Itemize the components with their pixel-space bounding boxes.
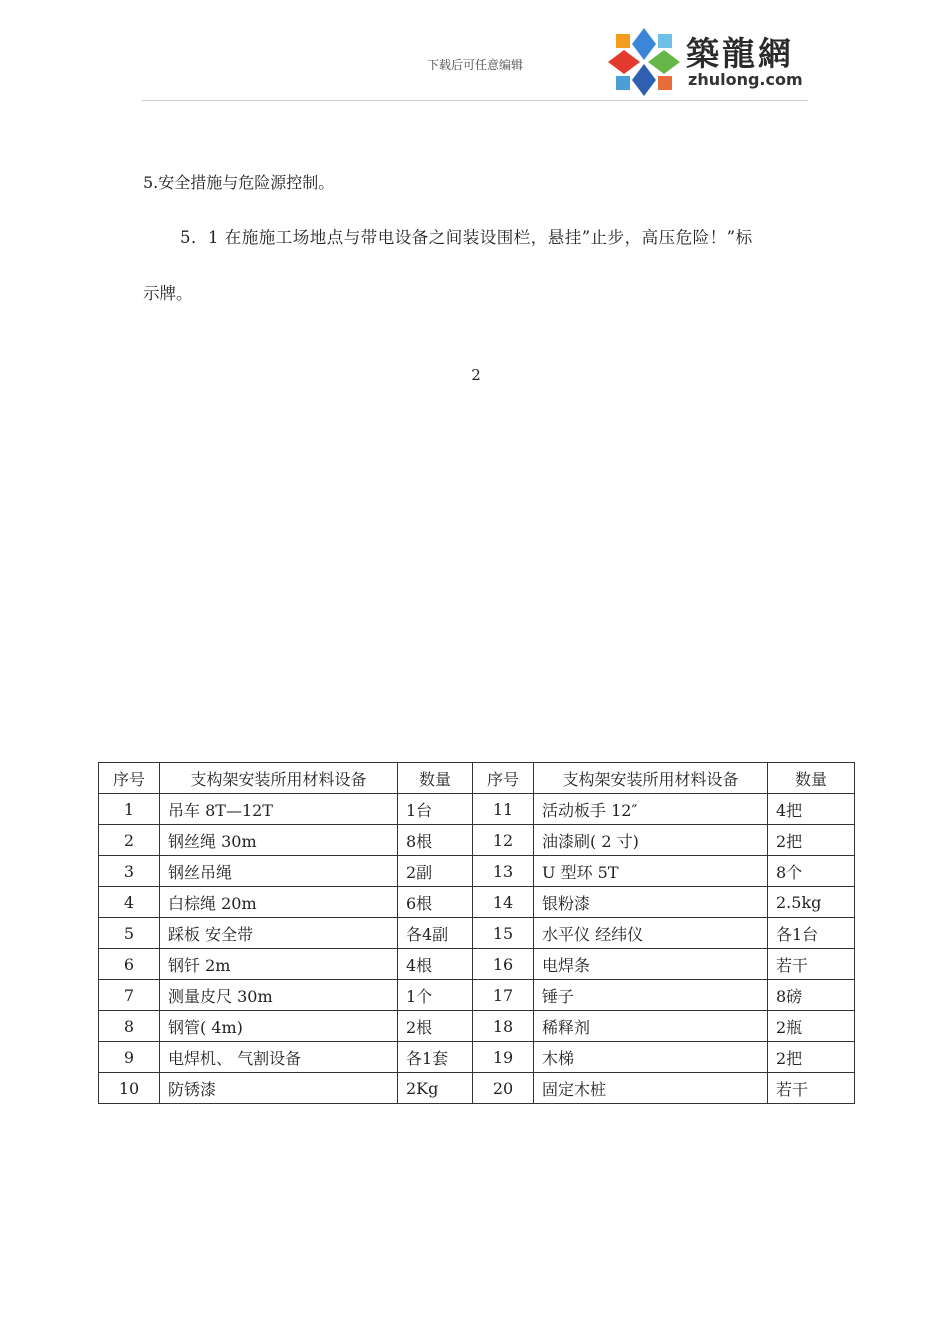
quantity-cell: 6根 <box>398 887 473 918</box>
item-name-cell: 锤子 <box>534 980 768 1011</box>
item-name-cell: 油漆刷( 2 寸) <box>534 825 768 856</box>
row-index-cell: 9 <box>99 1042 160 1073</box>
logo-petal-left <box>608 50 640 74</box>
item-name-cell: 测量皮尺 30m <box>160 980 398 1011</box>
item-name-cell: 稀释剂 <box>534 1011 768 1042</box>
row-index-cell: 13 <box>473 856 534 887</box>
header-cell: 支构架安装所用材料设备 <box>534 763 768 794</box>
row-index-cell: 17 <box>473 980 534 1011</box>
quantity-cell: 各4副 <box>398 918 473 949</box>
item-name-cell: 踩板 安全带 <box>160 918 398 949</box>
row-index-cell: 20 <box>473 1073 534 1104</box>
quantity-cell: 2瓶 <box>768 1011 855 1042</box>
zhulong-logo-mark-icon <box>606 26 682 98</box>
row-index-cell: 4 <box>99 887 160 918</box>
row-index-cell: 16 <box>473 949 534 980</box>
quantity-cell: 2Kg <box>398 1073 473 1104</box>
quantity-cell: 各1台 <box>768 918 855 949</box>
item-name-cell: 电焊机、 气割设备 <box>160 1042 398 1073</box>
table-header-row <box>99 763 855 794</box>
header-cell: 支构架安装所用材料设备 <box>160 763 398 794</box>
item-name-cell: 银粉漆 <box>534 887 768 918</box>
header-cell: 序号 <box>99 763 160 794</box>
table-row <box>99 1042 855 1073</box>
materials-table <box>98 762 855 1104</box>
header-caption: 下载后可任意编辑 <box>426 58 523 72</box>
header-cell: 数量 <box>398 763 473 794</box>
logo-petal-top <box>632 28 656 60</box>
item-name-cell: 钢钎 2m <box>160 949 398 980</box>
logo-square-bl <box>616 76 630 90</box>
quantity-cell: 4根 <box>398 949 473 980</box>
table-row <box>99 794 855 825</box>
table-body <box>99 794 855 1104</box>
table-row <box>99 825 855 856</box>
quantity-cell: 若干 <box>768 949 855 980</box>
row-index-cell: 5 <box>99 918 160 949</box>
quantity-cell: 1台 <box>398 794 473 825</box>
row-index-cell: 10 <box>99 1073 160 1104</box>
header-cell: 数量 <box>768 763 855 794</box>
row-index-cell: 3 <box>99 856 160 887</box>
quantity-cell: 8根 <box>398 825 473 856</box>
table-row <box>99 856 855 887</box>
quantity-cell: 2把 <box>768 825 855 856</box>
quantity-cell: 2根 <box>398 1011 473 1042</box>
quantity-cell: 4把 <box>768 794 855 825</box>
table-row <box>99 1073 855 1104</box>
item-name-cell: 钢丝绳 30m <box>160 825 398 856</box>
logo-chinese-text: 築龍網 <box>686 34 794 73</box>
row-index-cell: 14 <box>473 887 534 918</box>
quantity-cell: 1个 <box>398 980 473 1011</box>
quantity-cell: 8磅 <box>768 980 855 1011</box>
quantity-cell: 2把 <box>768 1042 855 1073</box>
logo-petal-bottom <box>632 64 656 96</box>
item-name-cell: 电焊条 <box>534 949 768 980</box>
quantity-cell: 2.5kg <box>768 887 855 918</box>
row-index-cell: 7 <box>99 980 160 1011</box>
item-name-cell: 钢丝吊绳 <box>160 856 398 887</box>
table-row <box>99 980 855 1011</box>
logo-petal-right <box>648 50 680 74</box>
logo-square-tr <box>658 34 672 48</box>
row-index-cell: 15 <box>473 918 534 949</box>
item-name-cell: 水平仪 经纬仪 <box>534 918 768 949</box>
paragraph-line-1: 5．1 在施施工场地点与带电设备之间装设围栏，悬挂”止步，高压危险！”标 <box>180 228 753 247</box>
item-name-cell: 钢管( 4m) <box>160 1011 398 1042</box>
item-name-cell: 固定木桩 <box>534 1073 768 1104</box>
row-index-cell: 2 <box>99 825 160 856</box>
item-name-cell: 活动板手 12″ <box>534 794 768 825</box>
item-name-cell: 木梯 <box>534 1042 768 1073</box>
table-row <box>99 949 855 980</box>
item-name-cell: U 型环 5T <box>534 856 768 887</box>
row-index-cell: 8 <box>99 1011 160 1042</box>
section-heading: 5.安全措施与危险源控制。 <box>143 173 335 192</box>
row-index-cell: 19 <box>473 1042 534 1073</box>
row-index-cell: 12 <box>473 825 534 856</box>
item-name-cell: 白棕绳 20m <box>160 887 398 918</box>
zhulong-logo <box>604 24 810 100</box>
header-cell: 序号 <box>473 763 534 794</box>
row-index-cell: 6 <box>99 949 160 980</box>
quantity-cell: 8个 <box>768 856 855 887</box>
page-number: 2 <box>471 366 481 384</box>
logo-english-text: zhulong.com <box>688 70 803 89</box>
logo-square-tl <box>616 34 630 48</box>
paragraph-line-2: 示牌。 <box>143 284 193 303</box>
logo-square-br <box>658 76 672 90</box>
item-name-cell: 吊车 8T—12T <box>160 794 398 825</box>
quantity-cell: 2副 <box>398 856 473 887</box>
row-index-cell: 1 <box>99 794 160 825</box>
row-index-cell: 11 <box>473 794 534 825</box>
header-divider <box>142 100 808 101</box>
table-row <box>99 1011 855 1042</box>
table-row <box>99 918 855 949</box>
quantity-cell: 各1套 <box>398 1042 473 1073</box>
item-name-cell: 防锈漆 <box>160 1073 398 1104</box>
row-index-cell: 18 <box>473 1011 534 1042</box>
table-row <box>99 887 855 918</box>
quantity-cell: 若干 <box>768 1073 855 1104</box>
